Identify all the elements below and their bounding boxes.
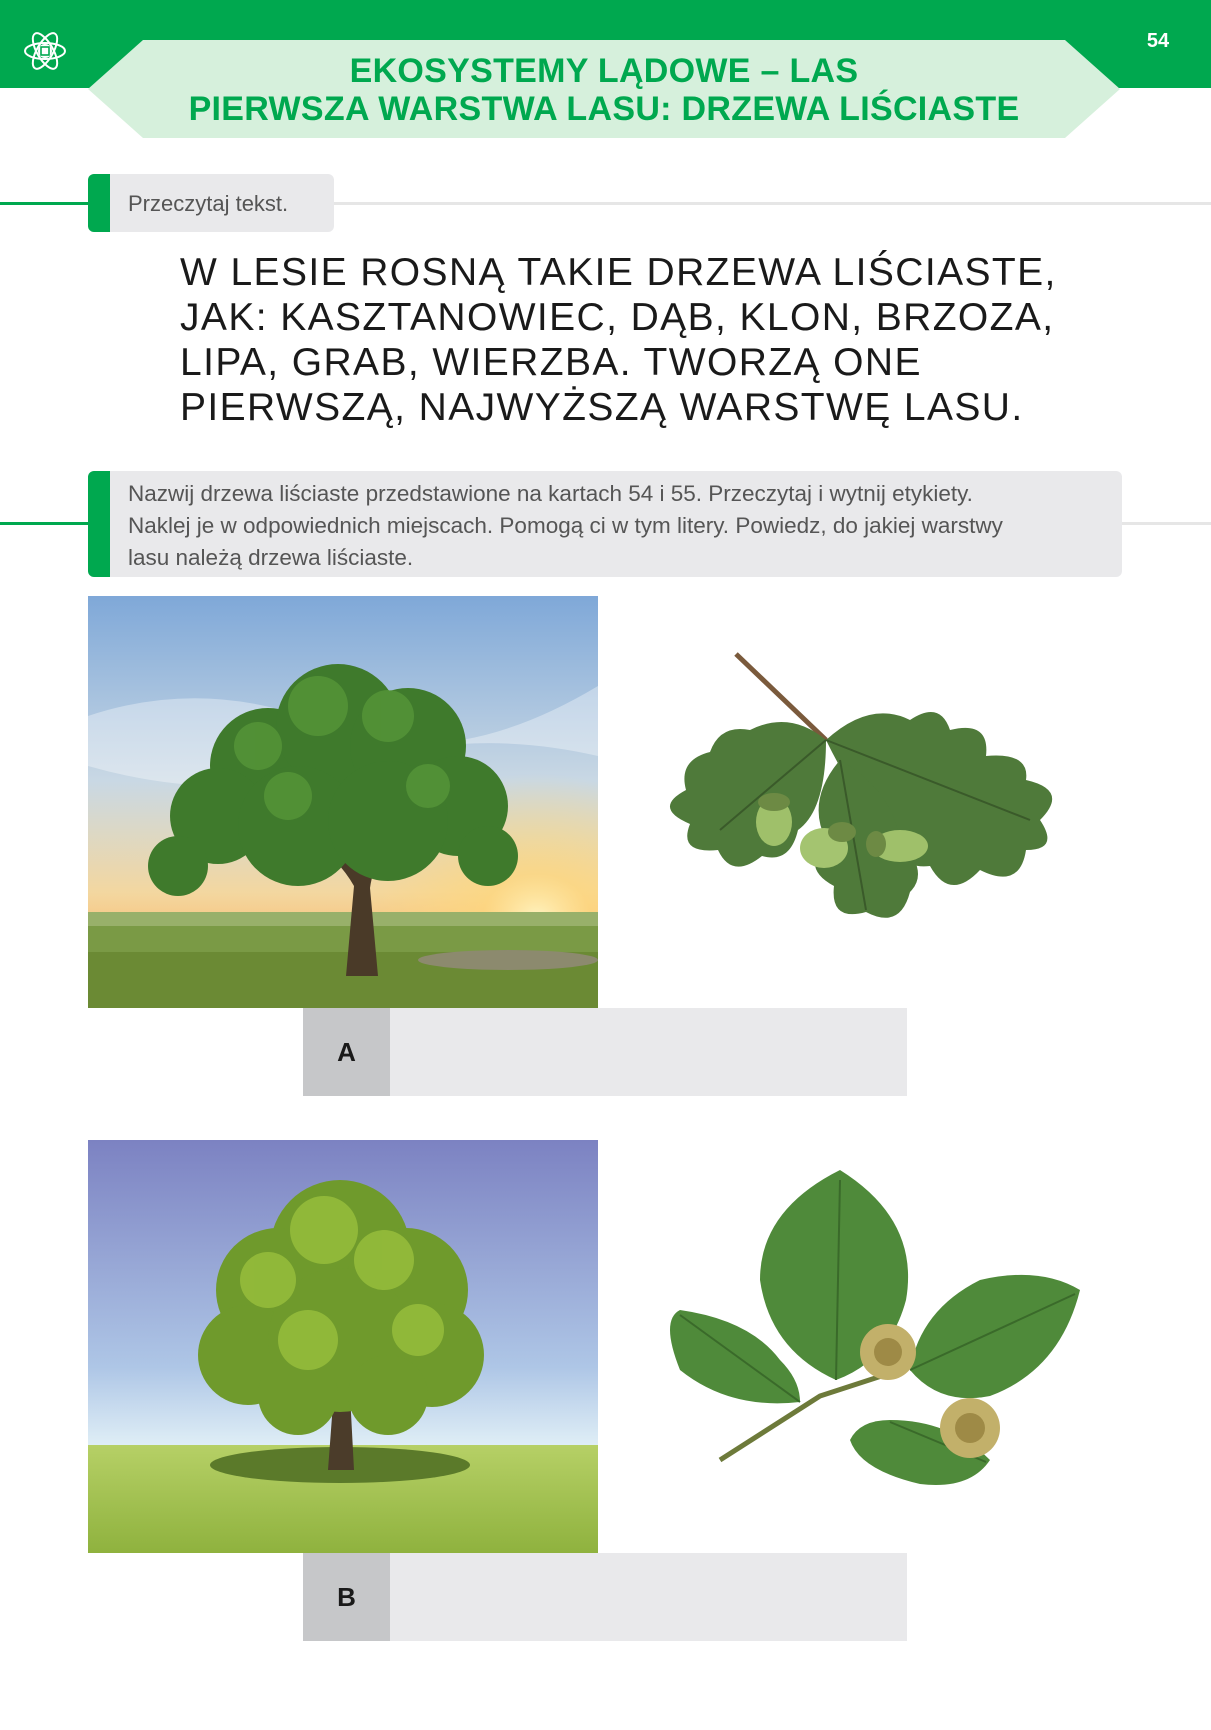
instruction-2-text <box>128 478 1118 574</box>
instruction-1-text: Przeczytaj tekst. <box>128 191 289 216</box>
title-line-1: EKOSYSTEMY LĄDOWE – LAS <box>349 52 859 90</box>
reading-line: PIERWSZĄ, NAJWYŻSZĄ WARSTWĘ LASU. <box>180 386 1024 429</box>
instruction-2-rule-gray <box>1122 522 1211 525</box>
beech-leaves-nuts-photo <box>650 1170 1090 1490</box>
instruction-2-tab <box>88 471 110 577</box>
instruction-2-rule-green <box>0 522 90 525</box>
oak-tree-photo <box>88 596 598 1008</box>
label-letter-b: B <box>303 1553 390 1641</box>
label-letter-a: A <box>303 1008 390 1096</box>
page-title <box>88 52 1120 128</box>
reading-line: W LESIE ROSNĄ TAKIE DRZEWA LIŚCIASTE, <box>180 251 1057 294</box>
reading-text <box>180 250 1140 430</box>
instruction-1-rule-green <box>0 202 90 205</box>
reading-line: JAK: KASZTANOWIEC, DĄB, KLON, BRZOZA, <box>180 296 1055 339</box>
instruction-1-rule-gray <box>334 202 1211 205</box>
page-number: 54 <box>1146 30 1170 52</box>
label-slot-a[interactable] <box>303 1008 907 1096</box>
instruction-2-line: Nazwij drzewa liściaste przedstawione na kartach 54 i 55. Przeczytaj i wytnij etykiety. <box>128 481 973 506</box>
instruction-2-line: Naklej je w odpowiednich miejscach. Pomogą ci w tym litery. Powiedz, do jakiej warstwy <box>128 513 1003 538</box>
label-slot-b[interactable] <box>303 1553 907 1641</box>
beech-tree-photo <box>88 1140 598 1553</box>
title-line-2: PIERWSZA WARSTWA LASU: DRZEWA LIŚCIASTE <box>188 90 1020 128</box>
instruction-1-tab <box>88 174 110 232</box>
atom-logo-icon <box>22 28 68 74</box>
oak-leaves-acorns-photo <box>630 640 1090 940</box>
instruction-2-line: lasu należą drzewa liściaste. <box>128 545 414 570</box>
reading-line: LIPA, GRAB, WIERZBA. TWORZĄ ONE <box>180 341 922 384</box>
